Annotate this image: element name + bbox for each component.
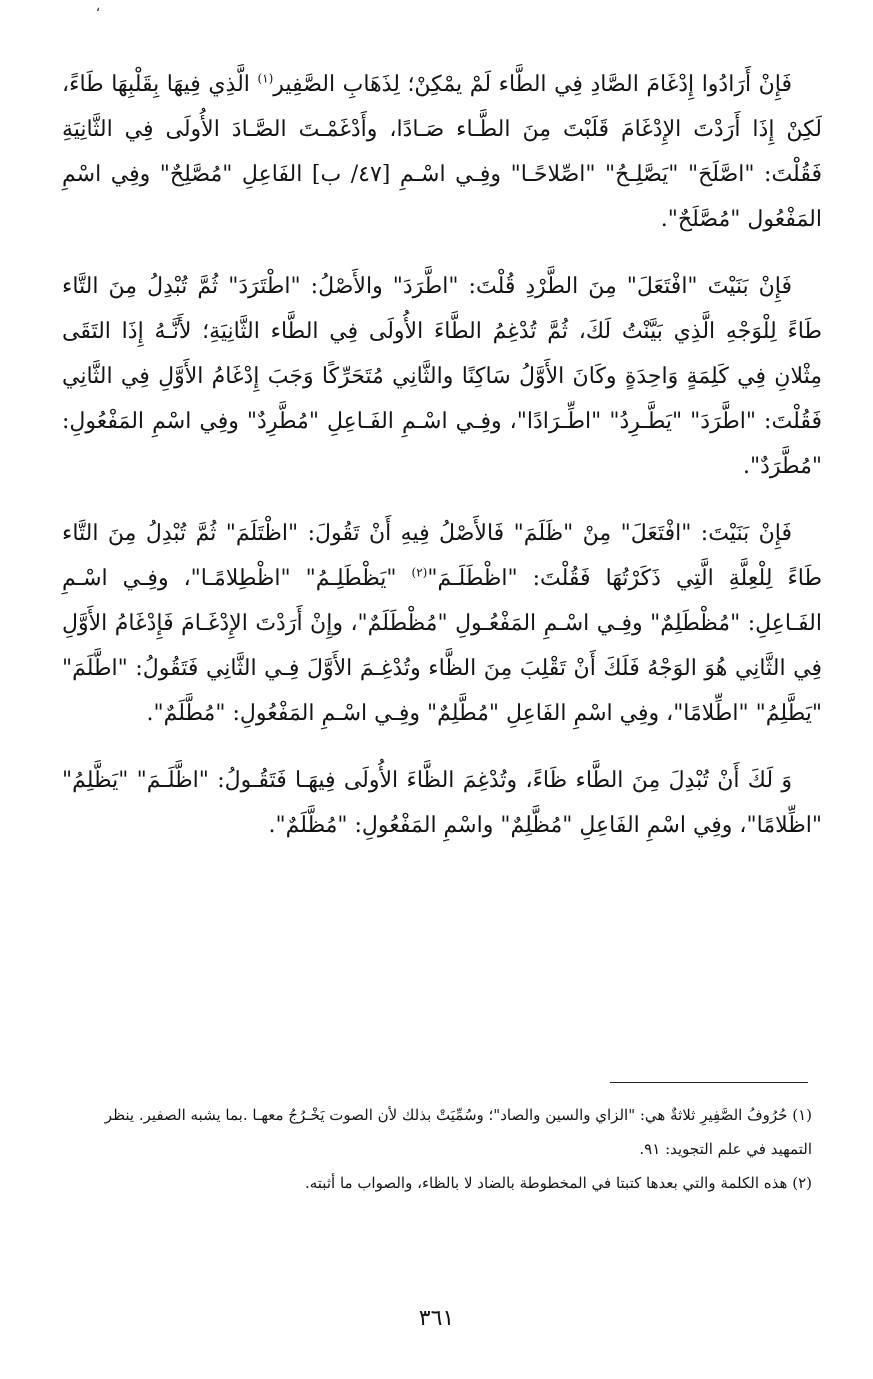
- paragraph-4: [62, 758, 822, 848]
- corner-mark: ʻ: [96, 6, 101, 22]
- footnotes: [62, 1098, 812, 1200]
- paragraph-1-text: فَإِنْ أَرَادُوا إِدْغَامَ الصَّادِ فِي الطَّاء لَمْ يمْكِنْ؛ لِذَهَابِ الصَّفِير: [273, 72, 793, 97]
- footnote-ref-2: (٢): [411, 565, 428, 580]
- paragraph-3-text-after: "يَظْطَلِـمُ" "اظْطِلامًـا"، وفِـي اسْـمِ الفَـاعِلِ: "مُظْطَلِمٌ" وفِـي اسْـمِ المَفْعُـولِ "مُظْطَلَمٌ"، وإِنْ أَرَدْتَ الإِدْغَـامَ فَإِدْغَامُ الأَوَّلِ فِي الثَّانِي هُوَ الوَجْهُ فَلَكَ أَنْ تَقْلِبَ مِنَ الظَّاء وتُدْغِـمَ الأَوَّلَ فِـي الثَّانِي فَتَقُولُ: "اطَّلَمَ" "يَطَّلِمُ" "اطِّلامًا"، وفِي اسْمِ الفَاعِلِ "مُطَّلِمٌ" وفِـي اسْـمِ المَفْعُولِ: "مُطَّلَمٌ".: [62, 566, 822, 726]
- footnote-1: (١) حُرُوفُ الصَّفِيرِ ثلاثةٌ هي: "الزاي والسين والصاد"؛ وسُمِّيَتْ بذلك لأن الصوت يَخْـرُجُ معهـا .بما يشبه الصفير. ينظر التمهيد في علم التجويد: ٩١.: [104, 1106, 812, 1158]
- paragraph-1-text-after: الَّذِي فِيهَا بِقَلْبِهَا طَاءً، لَكِنْ إِذَا أَرَدْتَ الإِدْغَامَ قَلَبْتَ مِنَ الطَّـاء صَـادًا، وأَدْغَمْـتَ الصَّـادَ الأُولَى فِي الثَّانِيَةِ فَقُلْتَ: "اصَّلَحَ" "يَصَّلِـحُ" "اصِّلاحًـا" وفِـي اسْـمِ [٤٧/ ب] الفَاعِلِ "مُصَّلِحٌ" وفِي اسْمِ المَفْعُول "مُصَّلَحٌ".: [62, 72, 822, 232]
- paragraph-3-text: فَإِنْ بَنَيْتَ: "افْتَعَلَ" مِنْ "ظَلَمَ" فَالأَصْلُ فِيهِ أَنْ تَقُولَ: "اظْتَلَمَ" ثُمَّ تُبْدِلُ مِنَ التَّاء طَاءً لِلْعِلَّةِ الَّتِي ذَكَرْتُهَا فَقُلْتَ: "اظْطَلَـمَ": [62, 521, 823, 591]
- paragraph-4-text: وَ لَكَ أَنْ تُبْدِلَ مِنَ الطَّاء ظَاءً، وتُدْغِمَ الظَّاءَ الأُولَى فِيهَـا فَتَقُـولُ: "اظَّلَـمَ" "يَظَّلِمُ" "اظِّلامًا"، وفِي اسْمِ الفَاعِلِ "مُظَّلِمٌ" واسْمِ المَفْعُولِ: "مُظَّلَمٌ".: [62, 768, 822, 838]
- paragraph-2: [62, 264, 822, 489]
- main-text: [62, 62, 822, 870]
- page-number: ٣٦١: [418, 1306, 455, 1331]
- paragraph-2-text: فَإِنْ بَنَيْتَ "افْتَعَلَ" مِنَ الطَّرْدِ قُلْتَ: "اطَّرَدَ" والأَصْلُ: "اطْتَرَدَ" ثُمَّ تُبْدِلُ مِنَ التَّاء طَاءً لِلْوَجْهِ الَّذِي بَيَّنْتُ لَكَ، ثُمَّ تُدْغِمُ الطَّاءَ الأُولَى فِي الطَّاء الثَّانِيَةِ؛ لأَنَّـهُ إِذَا التَقَى مِثْلانِ فِي كَلِمَةٍ وَاحِدَةٍ وكَانَ الأَوَّلُ سَاكِنًا والثَّانِي مُتَحَرِّكًا وَجَبَ إِدْغَامُ الأَوَّلِ فِي الثَّانِي فَقُلْتَ: "اطَّرَدَ" "يَطَّـرِدُ" "اطِّـرَادًا"، وفِـي اسْـمِ الفَـاعِلِ "مُطَّرِدٌ" وفِي اسْمِ المَفْعُولِ: "مُطَّرَدٌ".: [62, 274, 822, 479]
- footnote-2: (٢) هذه الكلمة والتي بعدها كتبتا في المخطوطة بالضاد لا بالظاء، والصواب ما أثبته.: [304, 1174, 812, 1192]
- footnote-divider: [610, 1082, 808, 1083]
- footnote-ref-1: (١): [257, 71, 274, 86]
- paragraph-1: [62, 62, 822, 242]
- paragraph-3: [62, 511, 822, 736]
